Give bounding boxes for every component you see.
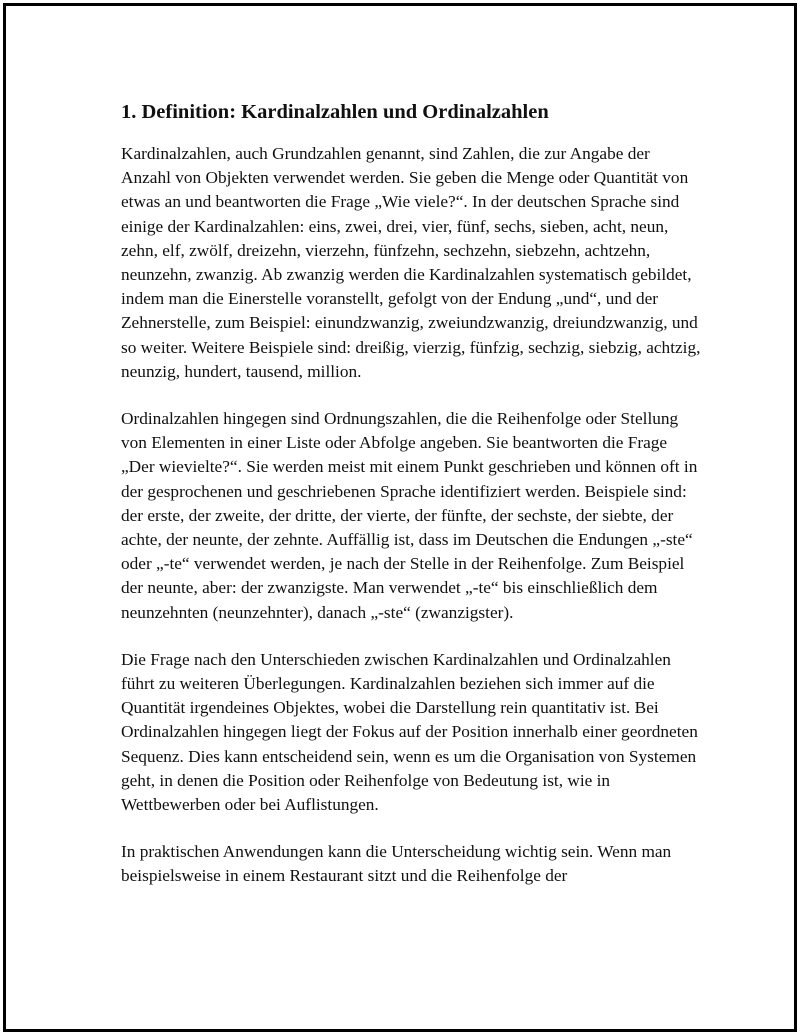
paragraph-ordinal-numbers: Ordinalzahlen hingegen sind Ordnungszahlen, die die Reihenfolge oder Stellung von Elementen in einer Liste oder Abfolge angeben. Sie beantworten die Frage „Der wievielte?“. Sie werden meist mit einem Punkt geschrieben und können oft in der gesprochenen und geschriebenen Sprache identifiziert werden. Beispiele sind: der erste, der zweite, der dritte, der vierte, der fünfte, der sechste, der siebte, der achte, der neunte, der zehnte. Auffällig ist, dass im Deutschen die Endungen „-ste“ oder „-te“ verwendet werden, je nach der Stelle in der Reihenfolge. Zum Beispiel der neunte, aber: der zwanzigste. Man verwendet „-te“ bis einschließlich dem neunzehnten (neunzehnter), danach „-ste“ (zwanzigster). (121, 409, 698, 622)
page-frame (3, 3, 797, 1032)
paragraph-differences: Die Frage nach den Unterschieden zwischen Kardinalzahlen und Ordinalzahlen führt zu weiteren Überlegungen. Kardinalzahlen beziehen sich immer auf die Quantität irgendeines Objektes, wobei die Darstellung rein quantitativ ist. Bei Ordinalzahlen hingegen liegt der Fokus auf der Position innerhalb einer geordneten Sequenz. Dies kann entscheidend sein, wenn es um die Organisation von Systemen geht, in denen die Position oder Reihenfolge von Bedeutung ist, wie in Wettbewerben oder bei Auflistungen. (121, 649, 698, 815)
document-body (121, 98, 701, 912)
section-heading: 1. Definition: Kardinalzahlen und Ordinalzahlen (121, 101, 549, 123)
paragraph-practical-applications: In praktischen Anwendungen kann die Unterscheidung wichtig sein. Wenn man beispielsweise in einem Restaurant sitzt und die Reihenfolge der (121, 842, 672, 886)
paragraph-cardinal-numbers: Kardinalzahlen, auch Grundzahlen genannt, sind Zahlen, die zur Angabe der Anzahl von Objekten verwendet werden. Sie geben die Menge oder Quantität von etwas an und beantworten die Frage „Wie viele?“. In der deutschen Sprache sind einige der Kardinalzahlen: eins, zwei, drei, vier, fünf, sechs, sieben, acht, neun, zehn, elf, zwölf, dreizehn, vierzehn, fünfzehn, sechzehn, siebzehn, achtzehn, neunzehn, zwanzig. Ab zwanzig werden die Kardinalzahlen systematisch gebildet, indem man die Einerstelle voranstellt, gefolgt von der Endung „und“, und der Zehnerstelle, zum Beispiel: einundzwanzig, zweiundzwanzig, dreiundzwanzig, und so weiter. Weitere Beispiele sind: dreißig, vierzig, fünfzig, sechzig, siebzig, achtzig, neunzig, hundert, tausend, million. (121, 144, 701, 381)
